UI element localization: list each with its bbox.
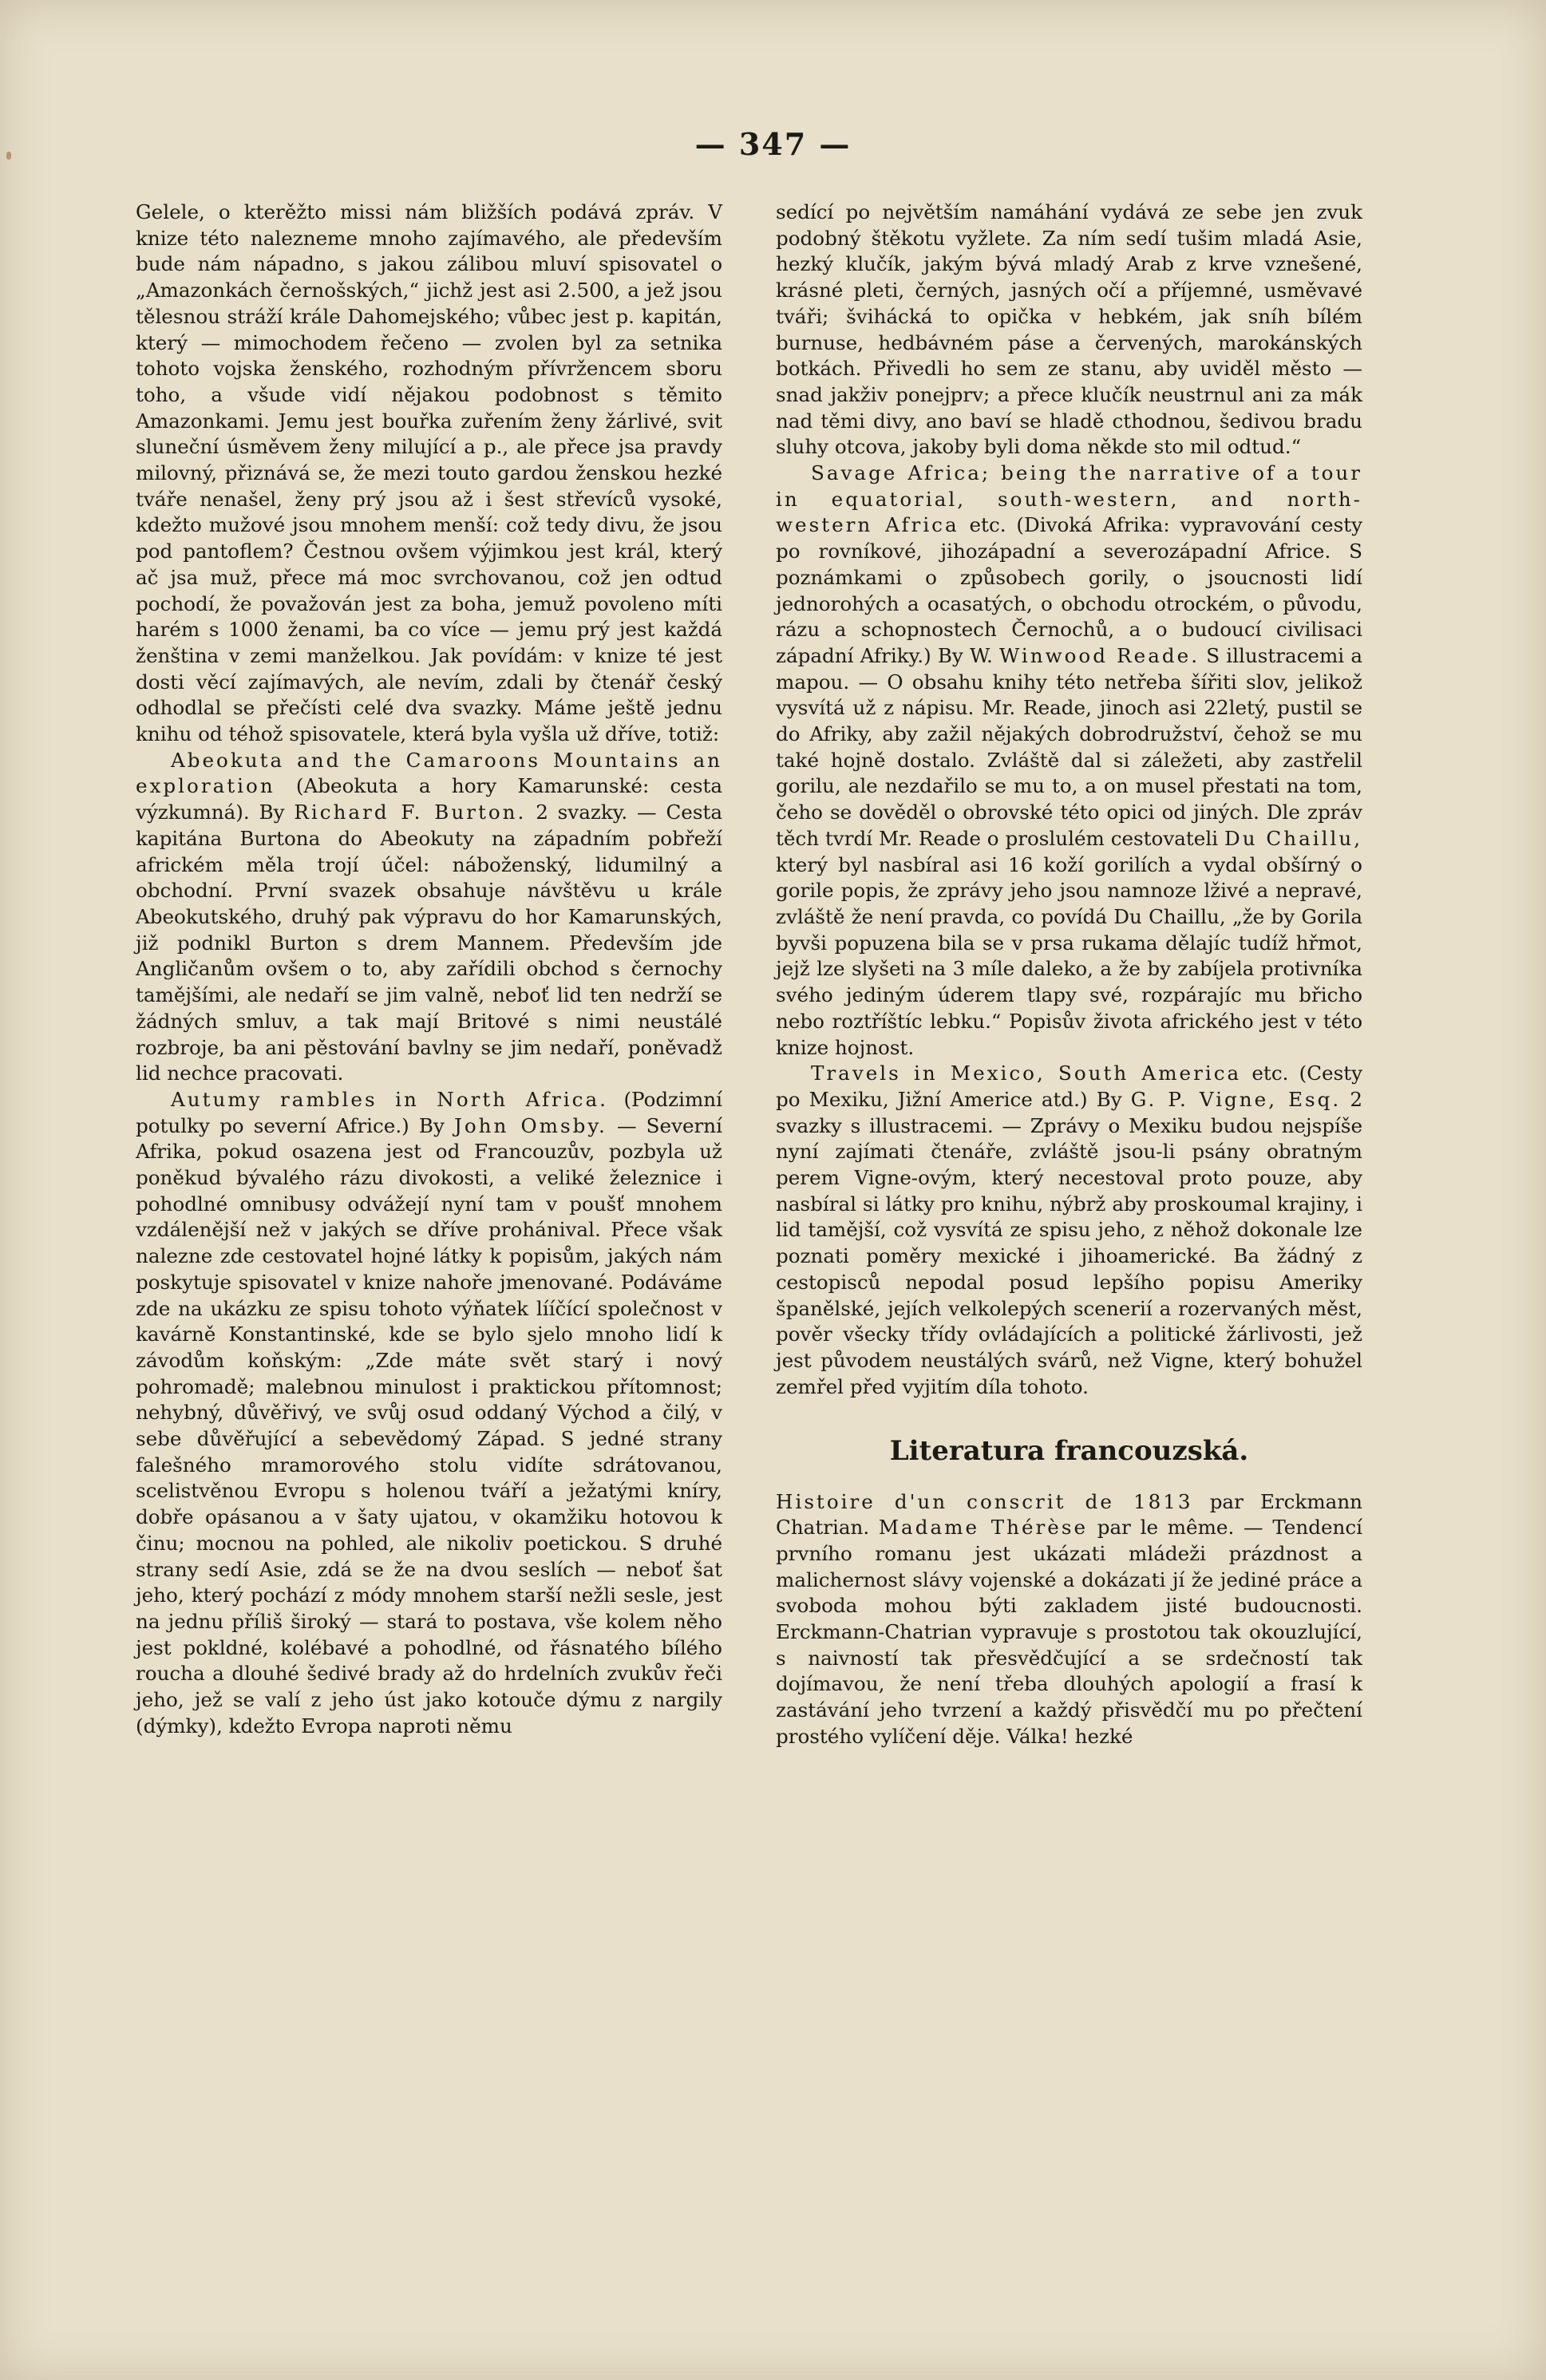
left-paragraph-2-rest: 2 svazky. — Cesta kapitána Burtona do Abeokuty na západním pobřeží africkém měla trojí účel: náboženský, lidumilný a obchodní. První svazek obsahuje návštěvu u krále Abeokutského, druhý pak výpravu do hor Kamarunských, již podnikl Burton s drem Mannem. Především jde Angličanům ovšem o to, aby zařídili obchod s černochy tamějšími, ale nedaří se jim valně, neboť lid ten nedrží se žádných smluv, a tak mají Britové s nimi neustálé rozbroje, ba ani pěstování bavlny se jim nedaří, poněvadž lid nechce pracovati. (136, 801, 722, 1085)
right-column (776, 200, 1362, 1750)
book-title-abeokuta: Abeokuta and the Camaroons Mountains an exploration (136, 748, 722, 798)
left-paragraph-3 (136, 1087, 722, 1740)
author-omsby: John Omsby. (454, 1113, 607, 1137)
page-number: — 347 — (694, 126, 852, 162)
right-paragraph-4 (776, 1489, 1362, 1750)
book-title-autumn-rambles: Autumy rambles in North Africa. (171, 1087, 608, 1111)
right-paragraph-2-end: který byl nasbíral asi 16 koží gorilích a vydal obšírný o gorile popis, že zprávy jeho jsou namnoze lživé a nepravé, zvláště že není pravda, co povídá Du Chaillu, „že by Gorila byvši popuzena bila se v prsa rukama dělajíc tudíž hřmot, jejž lze slyšeti na 3 míle daleko, a že by zabíjela protivníka svého jediným úderem tlapy své, rozpárajíc mu břicho nebo roztříštíc lebku.“ Popisův života afrického jest v této knize hojnost. (776, 852, 1362, 1059)
left-paragraph-2-text: (Abeokuta a hory Kamarunské: cesta výzkumná). By (136, 774, 722, 824)
right-paragraph-3-rest: 2 svazky s illustracemi. — Zprávy o Mexiku budou nejspíše nyní zajímati čtenáře, zvláště jsou-li psány obratným perem Vigne-ovým, který necestoval proto pouze, aby nasbíral si látky pro knihu, nýbrž aby proskoumal krajiny, i lid tamější, což vysvítá ze spisu jeho, z něhož dokonale lze poznati poměry mexické i jihoamerické. Ba žádný z cestopisců nepodal posud lepšího popisu Ameriky španělské, jejích velkolepých scenerií a rozervaných měst, pověr všecky třídy ovládajících a politické žárlivosti, jež jest původem neustálých svárů, než Vigne, který bohužel zemřel před vyjitím díla tohoto. (776, 1087, 1362, 1398)
right-paragraph-3-text: etc. (Cesty po Mexiku, Jižní Americe atd.) By (776, 1062, 1362, 1111)
book-title-histoire-conscrit: Histoire d'un conscrit de 1813 (776, 1489, 1193, 1513)
name-du-chaillu: Du Chaillu, (1224, 826, 1363, 850)
book-title-savage-africa: Savage Africa; being the narrative of a tour in equatorial, south-western, and north-western Africa (776, 461, 1362, 537)
right-paragraph-3 (776, 1061, 1362, 1400)
right-paragraph-2-text: etc. (Divoká Afrika: vypravování cesty po rovníkové, jihozápadní a severozápadní Africe. S poznámkami o způsobech gorily, o jsoucnosti lidí jednorohých a ocasatých, o obchodu otrockém, o původu, rázu a schopnostech Černochů, a o budoucí civilisaci západní Afriky.) By W. (776, 513, 1362, 667)
right-paragraph-2 (776, 461, 1362, 1061)
left-paragraph-3-rest: — Severní Afrika, pokud osazena jest od Francouzův, pozbyla už poněkud bývalého rázu divokosti, a veliké železnice i pohodlné omnibusy odvážejí nyní tam v poušť mnohem vzdálenější než v jakých se dříve prohánival. Přece však nalezne zde cestovatel hojné látky k popisům, jakých nám poskytuje spisovatel v knize nahoře jmenované. Podáváme zde na ukázku ze spisu tohoto výňatek lííčící společnost v kavárně Konstantinské, kde se bylo sjelo mnoho lidí k závodům koňským: „Zde máte svět starý i nový pohromadě; malebnou minulost i praktickou přítomnost; nehybný, důvěřivý, ve svůj osud oddaný Východ a čilý, v sebe důvěřující a sebevědomý Západ. S jedné strany falešného mramorového stolu vidíte sdrátovanou, scelistvěnou Evropu s holenou tváří a ježatými kníry, dobře opásanou a v šaty ujatou, v okamžiku hotovou k činu; mocnou na pohled, ale nikoliv poetickou. S druhé strany sedí Asie, zdá se že na dvou seslích — neboť šat jeho, který pochází z módy mnohem starší nežli sesle, jest na jednu příliš široký — stará to postava, vše kolem něho jest pokldné, kolébavé a pohodlné, od řásnatého bílého roucha a dlouhé šedivé brady až do hrdelních zvukův řeči jeho, jež se valí z jeho úst jako kotouče dýmu z nargily (dýmky), kdežto Evropa naproti němu (136, 1113, 722, 1738)
right-paragraph-4-rest: par le même. — Tendencí prvního romanu jest ukázati mládeži prázdnost a malichernost slávy vojenské a dokázati jí že jediné práce a svoboda mohou býti zakladem jisté budoucnosti. Erckmann-Chatrian vypravuje s prostotou tak okouzlující, s naivností tak přesvědčující a se srdečností tak dojímavou, že není třeba dlouhých apologií a frasí k zastávání jeho tvrzení a každý přisvědčí mu po přečtení prostého vylíčení děje. Válka! hezké (776, 1516, 1362, 1748)
left-column (136, 200, 722, 1739)
left-paragraph-3-text: (Podzimní potulky po severní Africe.) By (136, 1087, 722, 1137)
book-title-travels-mexico: Travels in Mexico, South America (811, 1062, 1242, 1085)
author-burton: Richard F. Burton. (294, 801, 527, 824)
author-vigne: G. P. Vigne, Esq. (1130, 1087, 1342, 1111)
right-paragraph-4-text: par Erckmann Chatrian. (776, 1489, 1362, 1540)
right-paragraph-2-rest: S illustracemi a mapou. — O obsahu knihy této netřeba šířiti slov, jelikož vysvítá už z nápisu. Mr. Reade, jinoch asi 22letý, pustil se do Afriky, aby zažil nějakých dobrodružství, čehož se mu také hojně dostalo. Zvláště dal si záležeti, aby zastřelil gorilu, ale nezdařilo se mu to, a on musel přestati na tom, čeho se dověděl o obrovské této opici od jiných. Dle zpráv těch tvrdí Mr. Reade o proslulém cestovateli (776, 643, 1362, 850)
book-title-madame-therese: Madame Thérèse (878, 1516, 1088, 1540)
left-paragraph-1: Gelele, o kterěžto missi nám bližších podává zpráv. V knize této nalezneme mnoho zajímavého, ale především bude nám nápadno, s jakou zálibou mluví spisovatel o „Amazonkách černošských,“ jichž jest asi 2.500, a jež jsou tělesnou stráží krále Dahomejského; vůbec jest p. kapitán, který — mimochodem řečeno — zvolen byl za setnika tohoto vojska ženského, rozhodným přívržencem sboru toho, a všude vidí nějakou podobnost s těmito Amazonkami. Jemu jest bouřka zuřením ženy žárlivé, svit sluneční úsměvem ženy milující a p., ale přece jsa pravdy milovný, přiznává se, že mezi touto gardou ženskou hezké tváře nenašel, ženy prý jsou až i šest střevíců vysoké, kdežto mužové jsou mnohem menší: což tedy divu, že jsou pod pantoflem? Čestnou ovšem výjimkou jest král, který ač jsa muž, přece má moc svrchovanou, což jen odtud pochodí, že považován jest za boha, jemuž povoleno míti harém s 1000 ženami, ba co více — jemu prý jest každá ženština v zemi manželkou. Jak povídám: v knize té jest dosti věcí zajímavých, ale nevím, zdali by čtenář český odhodlal se přečísti celé dva svazky. Máme ještě jednu knihu od téhož spisovatele, která byla vyšla už dříve, totiž: (136, 200, 722, 746)
author-reade: Winwood Reade. (999, 643, 1200, 667)
right-paragraph-1: sedící po největším namáhání vydává ze sebe jen zvuk podobný štěkotu vyžlete. Za ním sedí tušim mladá Asie, hezký klučík, jakým bývá mladý Arab z krve vznešené, krásné pleti, černých, jasných očí a příjemné, usměvavé tváři; švihácká to opička v hebkém, jak sníh bílém burnuse, hedbávném páse a červených, marokánských botkách. Přivedli ho sem ze stanu, aby uviděl město — snad jakživ ponejprv; a přece klučík neustrnul ani za mák nad těmi divy, ano baví se hladě cthodnou, šedivou bradu sluhy otcova, jakoby byli doma někde sto mil odtud.“ (776, 200, 1362, 459)
left-paragraph-2 (136, 748, 722, 1087)
section-heading-french-literature: Literatura francouzská. (889, 1435, 1249, 1468)
